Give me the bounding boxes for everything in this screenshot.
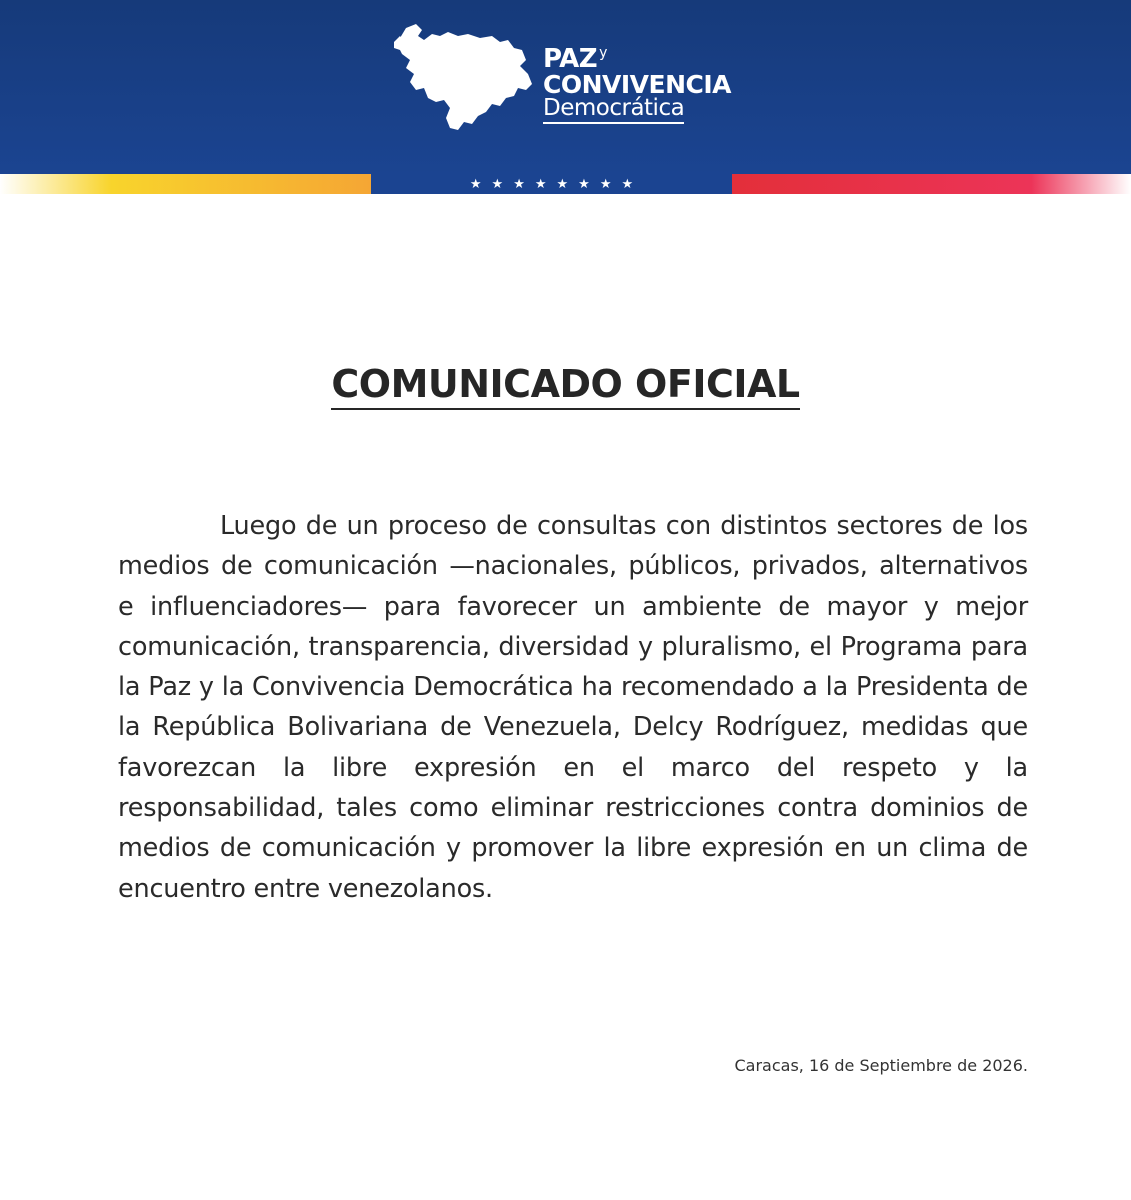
star-icon: ★	[599, 176, 612, 192]
organization-logo	[388, 20, 738, 140]
flag-stripe	[0, 174, 1131, 194]
logo-line-y: y	[599, 45, 607, 61]
logo-line-democratica: Democrática	[543, 97, 684, 124]
stripe-red	[732, 174, 1131, 194]
star-icon: ★	[469, 176, 482, 192]
logo-wordmark	[543, 46, 731, 124]
star-icon: ★	[534, 176, 547, 192]
stripe-yellow	[0, 174, 371, 194]
star-icon: ★	[621, 176, 634, 192]
logo-line-convivencia: CONVIVENCIA	[543, 70, 732, 99]
stripe-blue	[371, 174, 732, 194]
logo-line-paz: PAZ	[543, 44, 598, 74]
document-title: COMUNICADO OFICIAL	[331, 362, 799, 410]
venezuela-map-icon	[388, 20, 538, 136]
star-icon: ★	[491, 176, 504, 192]
star-icon: ★	[513, 176, 525, 192]
header-banner	[0, 0, 1131, 174]
document-body: Luego de un proceso de consultas con distintos sectores de los medios de comunicación —nacionales, públicos, privados, alternativos e influenciadores— para favorecer un ambiente de mayor y mejor comunicación, transparencia, diversidad y pluralismo, el Programa para la Paz y la Convivencia Democrática ha recomendado a la Presidenta de la República Bolivariana de Venezuela, Delcy Rodríguez, medidas que favorezcan la libre expresión en el marco del respeto y la responsabilidad, tales como eliminar restricciones contra dominios de medios de comunicación y promover la libre expresión en un clima de encuentro entre venezolanos.	[118, 511, 1028, 904]
document-date: Caracas, 16 de Septiembre de 2026.	[734, 1056, 1028, 1075]
star-icon: ★	[556, 176, 569, 192]
document-title-wrap	[0, 362, 1131, 410]
star-icon: ★	[578, 176, 590, 192]
